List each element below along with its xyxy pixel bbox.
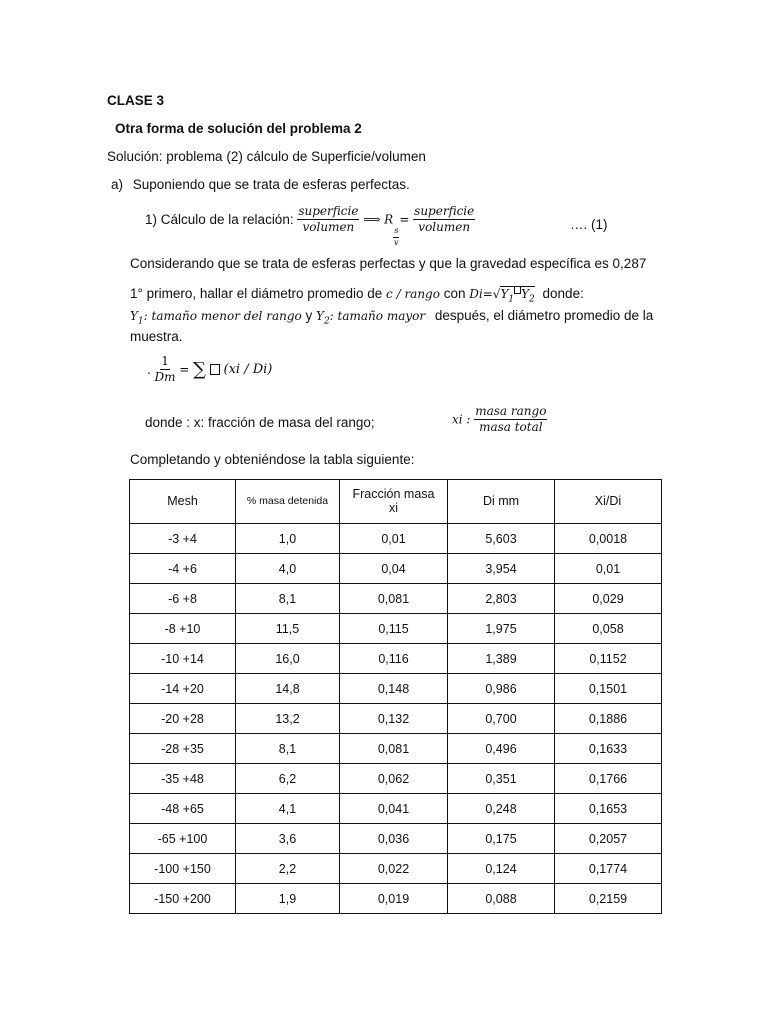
table-cell: -35 +48 [130, 764, 236, 794]
table-cell: 0,1653 [555, 794, 662, 824]
r-subscript [393, 227, 399, 248]
table-cell: 16,0 [236, 644, 340, 674]
dm-expression: (xi / Di) [223, 362, 273, 378]
table-cell: 5,603 [448, 524, 555, 554]
table-cell: 0,115 [340, 614, 448, 644]
table-row [130, 554, 662, 584]
sum-symbol: ∑ [193, 359, 206, 381]
fraction2-numerator: superficie [413, 205, 475, 220]
table-cell: 1,975 [448, 614, 555, 644]
table-cell: -6 +8 [130, 584, 236, 614]
dm-formula [147, 355, 272, 384]
item-a-marker: a) [111, 177, 124, 192]
table-row [130, 614, 662, 644]
table-cell: 0,1886 [555, 704, 662, 734]
xi-denominator: masa total [479, 420, 543, 435]
table-cell: 0,041 [340, 794, 448, 824]
table-cell: 0,1774 [555, 854, 662, 884]
table-cell: 0,1766 [555, 764, 662, 794]
first-step-intro: 1° primero, hallar el diámetro promedio de [130, 286, 383, 301]
header-mesh: Mesh [130, 480, 236, 524]
c-rango: c / rango [386, 287, 440, 301]
table-cell: 2,803 [448, 584, 555, 614]
heading: CLASE 3 [107, 93, 165, 108]
table-cell: 0,986 [448, 674, 555, 704]
step1-label: 1) Cálculo de la relación: [145, 212, 294, 228]
table-row [130, 734, 662, 764]
table-intro: Completando y obteniéndose la tabla siguiente: [130, 452, 415, 467]
table-cell: -65 +100 [130, 824, 236, 854]
fraction-numerator: superficie [297, 205, 359, 220]
donde-word: donde: [542, 286, 584, 301]
table-cell: 0,148 [340, 674, 448, 704]
table-cell: 0,496 [448, 734, 555, 764]
table-cell: 0,175 [448, 824, 555, 854]
donde-line: donde : x: fracción de masa del rango; [145, 415, 375, 430]
table-cell: 0,029 [555, 584, 662, 614]
xi-fraction [474, 405, 547, 434]
header-xi-di: Xi/Di [555, 480, 662, 524]
dm-equals: = [179, 362, 190, 377]
table-cell: -48 +65 [130, 794, 236, 824]
table-cell: -8 +10 [130, 614, 236, 644]
table-cell: -3 +4 [130, 524, 236, 554]
header-di-mm: Di mm [448, 480, 555, 524]
header-fraccion-masa: Fracción masa xi [340, 480, 448, 524]
fraction-surface-volume-2 [413, 205, 475, 234]
placeholder-box [210, 364, 220, 375]
table-cell: 4,0 [236, 554, 340, 584]
table-cell: 0,058 [555, 614, 662, 644]
table-cell: 14,8 [236, 674, 340, 704]
table-cell: 2,2 [236, 854, 340, 884]
table-cell: 0,04 [340, 554, 448, 584]
table-cell: 0,0018 [555, 524, 662, 554]
dm-fraction [155, 355, 176, 384]
table-cell: 13,2 [236, 704, 340, 734]
table-cell: 3,6 [236, 824, 340, 854]
y-conjunction: y [305, 308, 313, 323]
table-cell: 0,01 [340, 524, 448, 554]
table-row [130, 764, 662, 794]
data-table [129, 479, 662, 914]
subheading: Otra forma de solución del problema 2 [115, 121, 362, 136]
table-row [130, 524, 662, 554]
table-cell: 0,062 [340, 764, 448, 794]
after-text: después, el diámetro promedio de la [434, 308, 654, 323]
r-sub-num: s [393, 227, 399, 238]
table-cell: 1,9 [236, 884, 340, 914]
table-cell: 4,1 [236, 794, 340, 824]
di-expression: Di [469, 287, 483, 301]
table-cell: 0,01 [555, 554, 662, 584]
table-cell: 8,1 [236, 584, 340, 614]
table-cell: 3,954 [448, 554, 555, 584]
header-masa-detenida: % masa detenida [236, 480, 340, 524]
table-cell: 0,124 [448, 854, 555, 884]
table-cell: 1,389 [448, 644, 555, 674]
table-cell: 0,088 [448, 884, 555, 914]
table-cell: -4 +6 [130, 554, 236, 584]
sqrt-argument: $Y_1$ $Y_2$ [500, 287, 535, 305]
table-cell: 1,0 [236, 524, 340, 554]
y2-label: $Y_2$ [316, 309, 330, 327]
table-cell: 0,351 [448, 764, 555, 794]
item-a-text: Suponiendo que se trata de esferas perfectas. [132, 177, 410, 192]
table-cell: 8,1 [236, 734, 340, 764]
table-header-row [130, 480, 662, 524]
table-cell: 0,1501 [555, 674, 662, 704]
table-row [130, 584, 662, 614]
r-sub-den: v [394, 238, 399, 248]
fraction-surface-volume [297, 205, 359, 234]
muestra-text: muestra. [130, 329, 183, 344]
table-cell: 0,036 [340, 824, 448, 854]
equation-number: …. (1) [570, 217, 608, 232]
considering-text: Considerando que se trata de esferas perfectas y que la gravedad específica es 0,287 [130, 256, 647, 271]
equals-sign: = [399, 212, 410, 227]
table-cell: 0,2159 [555, 884, 662, 914]
table-cell: -150 +200 [130, 884, 236, 914]
table-cell: -20 +28 [130, 704, 236, 734]
table-row [130, 794, 662, 824]
y1-label: $Y_1$ [130, 309, 144, 327]
table-cell: 0,081 [340, 584, 448, 614]
table-cell: 0,116 [340, 644, 448, 674]
table-cell: 0,132 [340, 704, 448, 734]
dm-numerator: 1 [160, 355, 170, 370]
table-cell: 0,1152 [555, 644, 662, 674]
table-row [130, 884, 662, 914]
table-cell: -100 +150 [130, 854, 236, 884]
con-word: con [443, 286, 466, 301]
table-cell: 6,2 [236, 764, 340, 794]
table-cell: 0,2057 [555, 824, 662, 854]
xi-formula [452, 405, 547, 434]
table-cell: 11,5 [236, 614, 340, 644]
first-step-line1: 1° primero, hallar el diámetro promedio de c / rango con $Di=√Y_1$ $Y_2$ donde: [130, 286, 584, 305]
fraction2-denominator: volumen [418, 220, 471, 235]
solution-line: Solución: problema (2) cálculo de Superficie/volumen [107, 149, 426, 164]
table-cell: -28 +35 [130, 734, 236, 764]
table-cell: 0,019 [340, 884, 448, 914]
implies-arrow: ⟹ [363, 212, 381, 227]
table-row [130, 674, 662, 704]
table-row [130, 704, 662, 734]
fraction-denominator: volumen [302, 220, 355, 235]
table-row [130, 644, 662, 674]
table-cell: -14 +20 [130, 674, 236, 704]
table-cell: 0,700 [448, 704, 555, 734]
table-cell: 0,022 [340, 854, 448, 884]
r-symbol: R [384, 212, 394, 227]
table-row [130, 824, 662, 854]
first-step-line2 [130, 308, 653, 326]
table-cell: 0,1633 [555, 734, 662, 764]
xi-numerator: masa rango [474, 405, 547, 420]
y2-definition: : tamaño mayor [329, 309, 426, 323]
step1-formula [145, 205, 475, 248]
dm-denominator: Dm [154, 370, 176, 385]
item-a [111, 177, 410, 192]
table-cell: -10 +14 [130, 644, 236, 674]
table-cell: 0,248 [448, 794, 555, 824]
xi-label: xi : [452, 412, 471, 427]
dm-dot: . [147, 362, 151, 378]
y1-definition: : tamaño menor del rango [143, 309, 302, 323]
table-cell: 0,081 [340, 734, 448, 764]
table-row [130, 854, 662, 884]
